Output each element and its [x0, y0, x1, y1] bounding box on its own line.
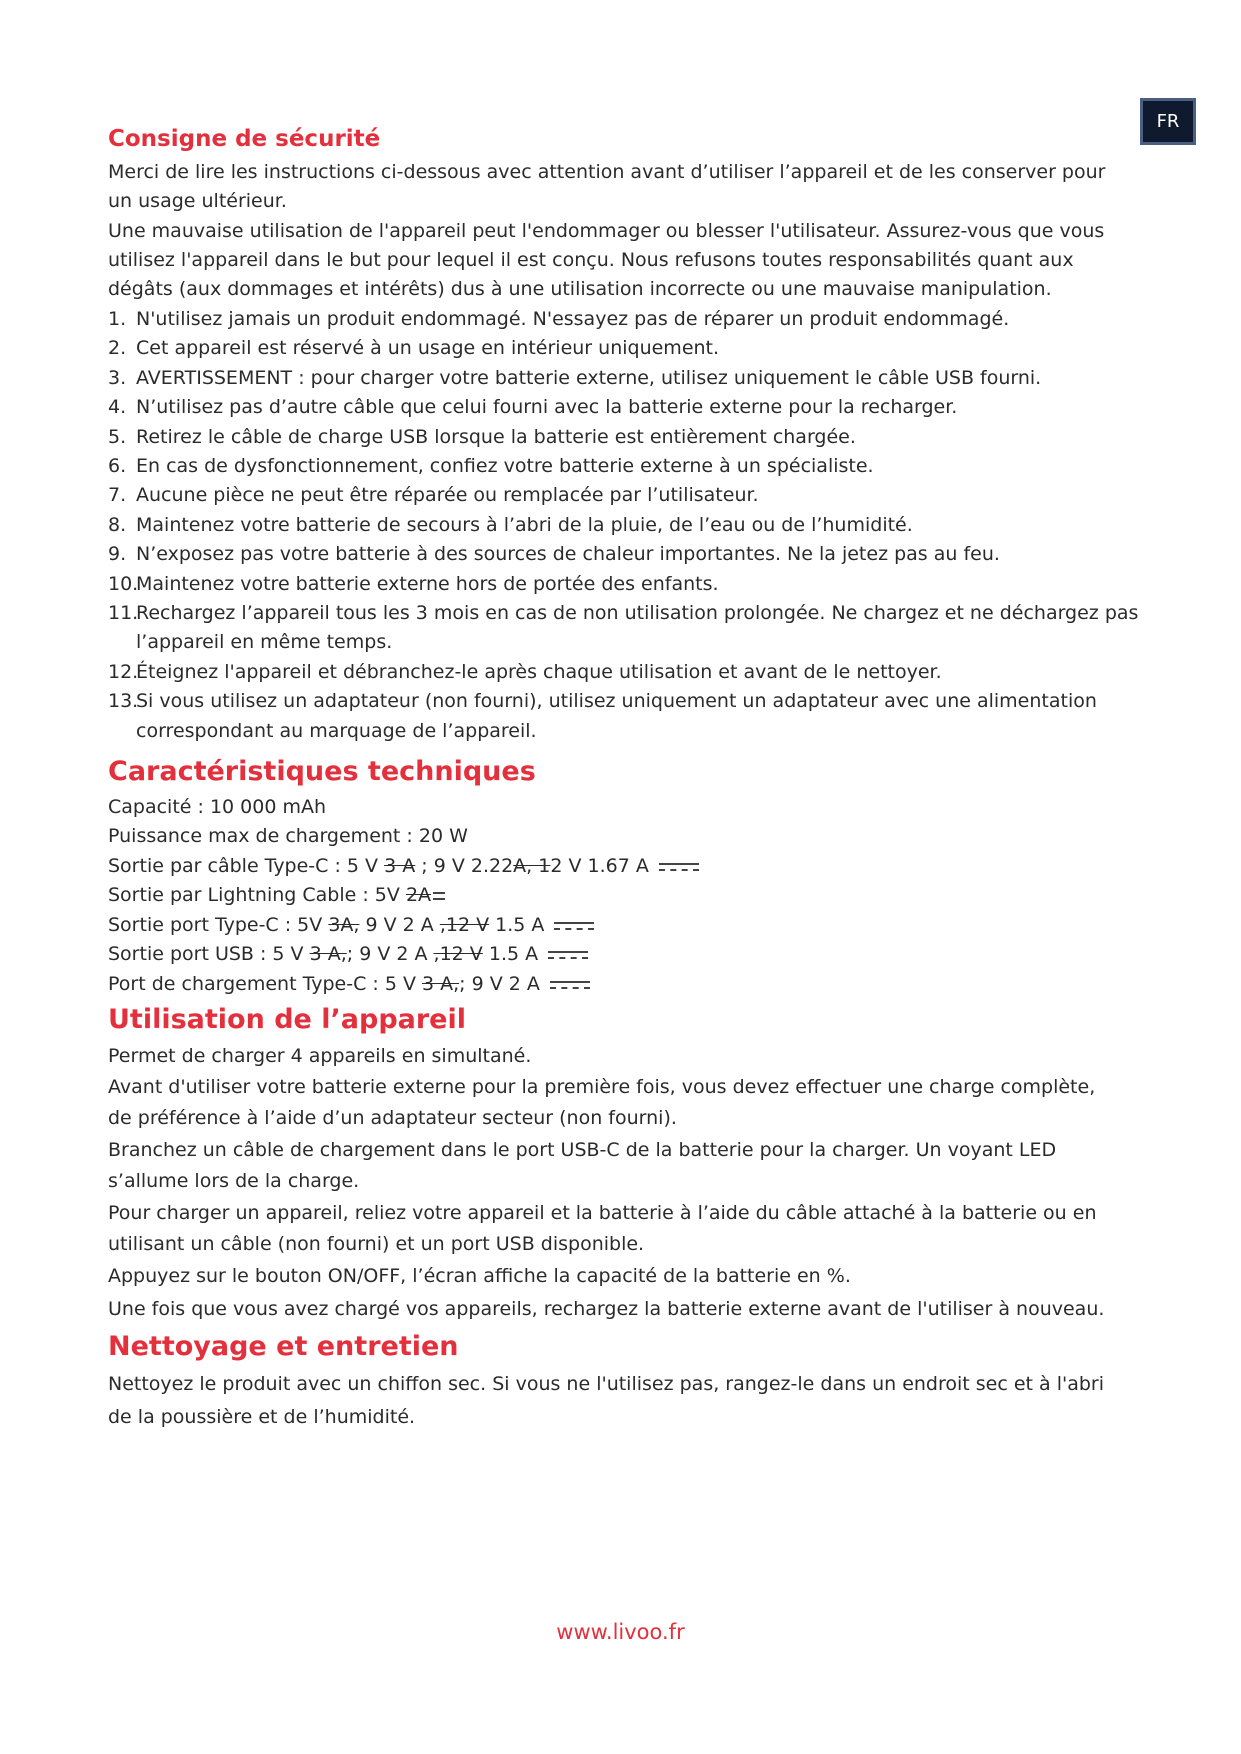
- cleaning-line: Nettoyez le produit avec un chiffon sec. Si vous ne l'utilisez pas, rangez-le dans un endroit sec et à l'abri: [108, 1373, 1105, 1395]
- spec-cable-typec: Sortie par câble Type-C : 5 V 3 A ; 9 V 2.22A, 12 V 1.67 A: [108, 852, 699, 881]
- list-item: 9. N’exposez pas votre batterie à des sources de chaleur importantes. Ne la jetez pas au feu.: [108, 543, 1000, 566]
- spec-port-typec: Sortie port Type-C : 5V 3A, 9 V 2 A ,12 V 1.5 A: [108, 911, 594, 940]
- spec-capacity: Capacité : 10 000 mAh: [108, 796, 327, 818]
- usage-line: Avant d'utiliser votre batterie externe pour la première fois, vous devez effectuer une charge complète,: [108, 1076, 1096, 1098]
- spec-max-power: Puissance max de chargement : 20 W: [108, 825, 468, 847]
- list-item: 10. Maintenez votre batterie externe hors de portée des enfants.: [108, 572, 719, 595]
- cleaning-heading: Nettoyage et entretien: [108, 1331, 459, 1362]
- cleaning-line: de la poussière et de l’humidité.: [108, 1406, 416, 1428]
- usage-line: de préférence à l’aide d’un adaptateur secteur (non fourni).: [108, 1107, 677, 1129]
- usage-line: s’allume lors de la charge.: [108, 1170, 360, 1192]
- usage-line: Pour charger un appareil, reliez votre appareil et la batterie à l’aide du câble attaché à la batterie ou en: [108, 1202, 1097, 1224]
- dc-symbol-icon: [433, 891, 445, 901]
- safety-intro-line: Une mauvaise utilisation de l'appareil peut l'endommager ou blesser l'utilisateur. Assurez-vous que vous: [108, 220, 1105, 242]
- dc-symbol-icon: [548, 950, 588, 960]
- list-item: 2. Cet appareil est réservé à un usage en intérieur uniquement.: [108, 337, 720, 360]
- safety-intro-line: un usage ultérieur.: [108, 190, 287, 212]
- list-item: 6. En cas de dysfonctionnement, confiez votre batterie externe à un spécialiste.: [108, 455, 874, 478]
- spec-lightning: Sortie par Lightning Cable : 5V 2A: [108, 881, 445, 910]
- usage-line: Une fois que vous avez chargé vos appareils, rechargez la batterie externe avant de l'utiliser à nouveau.: [108, 1298, 1105, 1320]
- list-item: 3. AVERTISSEMENT : pour charger votre batterie externe, utilisez uniquement le câble USB fourni.: [108, 366, 1042, 389]
- safety-list: [108, 305, 1146, 746]
- usage-line: Branchez un câble de chargement dans le port USB-C de la batterie pour la charger. Un voyant LED: [108, 1139, 1057, 1161]
- usage-line: Permet de charger 4 appareils en simultané.: [108, 1045, 532, 1067]
- list-item: 8. Maintenez votre batterie de secours à l’abri de la pluie, de l’eau ou de l’humidité.: [108, 513, 913, 536]
- list-item: 4. N’utilisez pas d’autre câble que celui fourni avec la batterie externe pour la recharger.: [108, 396, 958, 419]
- list-item: 1. N'utilisez jamais un produit endommagé. N'essayez pas de réparer un produit endommagé.: [108, 308, 1010, 330]
- safety-intro-line: dégâts (aux dommages et intérêts) dus à une utilisation incorrecte ou une mauvaise manipulation.: [108, 278, 1052, 300]
- list-item: 11. Rechargez l’appareil tous les 3 mois en cas de non utilisation prolongée. Ne chargez et ne déchargez pas l’appareil en même temps.: [108, 602, 1139, 654]
- safety-intro-line: utilisez l'appareil dans le but pour lequel il est conçu. Nous refusons toutes responsabilités quant aux: [108, 249, 1074, 271]
- safety-heading: Consigne de sécurité: [108, 126, 381, 152]
- footer-website-link[interactable]: www.livoo.fr: [556, 1620, 685, 1644]
- list-item: 5. Retirez le câble de charge USB lorsque la batterie est entièrement chargée.: [108, 425, 856, 448]
- usage-heading: Utilisation de l’appareil: [108, 1004, 467, 1035]
- dc-symbol-icon: [659, 862, 699, 872]
- safety-intro-line: Merci de lire les instructions ci-dessous avec attention avant d’utiliser l’appareil et de les conserver pour: [108, 161, 1106, 183]
- list-item: 12. Éteignez l'appareil et débranchez-le après chaque utilisation et avant de le nettoyer.: [108, 660, 942, 683]
- usage-line: utilisant un câble (non fourni) et un port USB disponible.: [108, 1233, 645, 1255]
- spec-port-usb: Sortie port USB : 5 V 3 A,; 9 V 2 A ,12 V 1.5 A: [108, 940, 588, 969]
- usage-line: Appuyez sur le bouton ON/OFF, l’écran affiche la capacité de la batterie en %.: [108, 1265, 851, 1287]
- language-badge: FR: [1140, 98, 1196, 145]
- spec-charge-port: Port de chargement Type-C : 5 V 3 A,; 9 V 2 A: [108, 970, 590, 999]
- specs-heading: Caractéristiques techniques: [108, 756, 536, 787]
- list-item: 7. Aucune pièce ne peut être réparée ou remplacée par l’utilisateur.: [108, 484, 759, 507]
- dc-symbol-icon: [550, 980, 590, 990]
- dc-symbol-icon: [554, 921, 594, 931]
- list-item: 13. Si vous utilisez un adaptateur (non fourni), utilisez uniquement un adaptateur avec une alimentation correspondant au marquage de l’appareil.: [108, 690, 1097, 742]
